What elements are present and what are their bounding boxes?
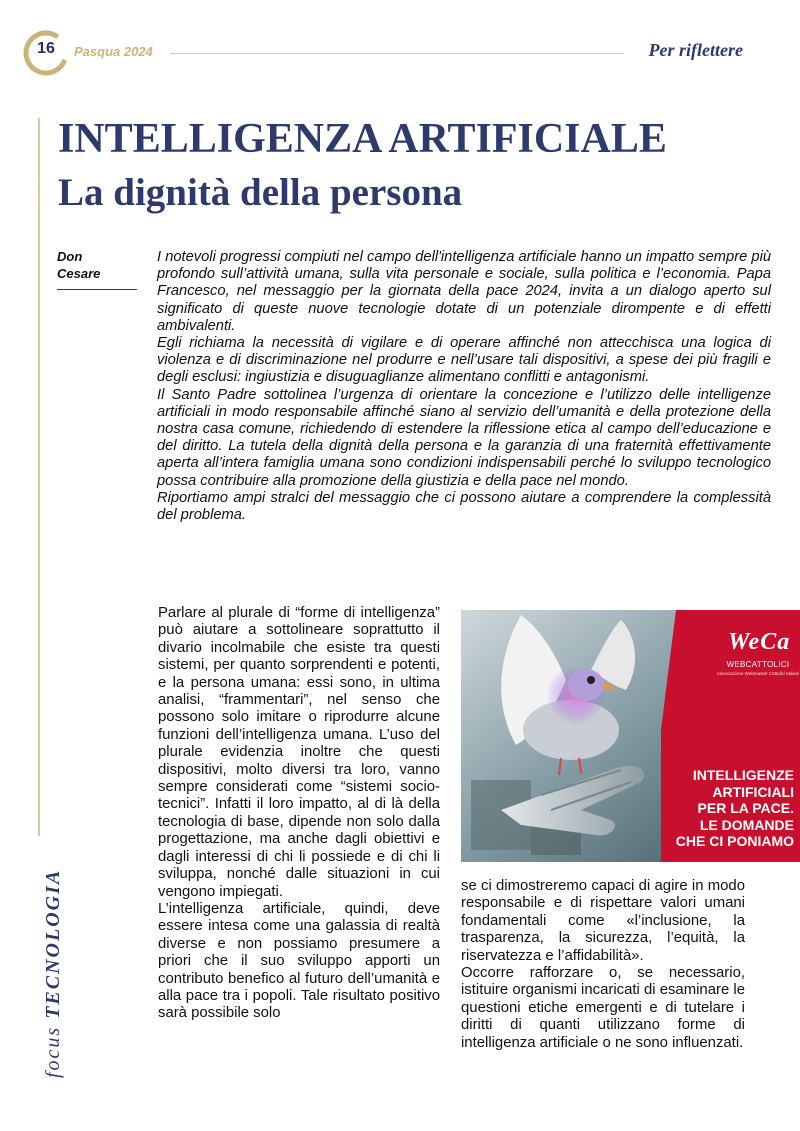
author-byline bbox=[57, 248, 137, 282]
vertical-label-topic: TECNOLOGIA bbox=[42, 868, 64, 1019]
body-column-left bbox=[158, 605, 440, 1023]
article-subtitle: La dignità della persona bbox=[58, 171, 463, 214]
left-vertical-rule bbox=[38, 118, 40, 836]
body-paragraph: Occorre rafforzare o, se necessario, istituire organismi incaricati di esaminare le questioni etiche emergenti e di tutelare i diritti di quanti utilizzano forme di intelligenza artificiale o ne sono influenzati. bbox=[461, 965, 745, 1051]
author-divider bbox=[57, 289, 137, 290]
body-column-right bbox=[461, 878, 745, 1052]
illustration-caption bbox=[664, 767, 794, 850]
caption-line: INTELLIGENZE bbox=[692, 767, 794, 783]
caption-line: LE DOMANDE bbox=[699, 816, 794, 833]
author-line-2: Cesare bbox=[57, 266, 101, 281]
vertical-label-focus: focus bbox=[42, 1025, 64, 1078]
intro-paragraph: I notevoli progressi compiuti nel campo dell'intelligenza artificiale hanno un impatto sempre più profondo sull’attività umana, sulla vita personale e sociale, sulla politica e l’economia. Papa Francesco, nel messaggio per la giornata della pace 2024, invita a un dialogo aperto sul significato di queste nuove tecnologie dotate di un potenziale dirompente e di effetti ambivalenti. bbox=[157, 249, 771, 334]
caption-line: CHE CI PONIAMO bbox=[675, 833, 794, 849]
logo-name: WEBCATTOLICI bbox=[726, 660, 790, 669]
author-line-1: Don bbox=[57, 249, 83, 264]
webcattolici-logo: WeCa bbox=[728, 629, 791, 655]
caption-line: PER LA PACE. bbox=[697, 800, 794, 816]
issue-label: Pasqua 2024 bbox=[74, 44, 153, 59]
intro-paragraph: Egli richiama la necessità di vigilare e di operare affinché non attecchisca una logica di violenza e di discriminazione nel produrre e nell’usare tali dispositivi, a spese dei più fragili e degli esclusi: ingiustizia e disuguaglianze alimentano conflitti e antagonismi. bbox=[157, 335, 771, 386]
logo-tagline: Associazione Webmaster Cattolici Italiani bbox=[716, 671, 800, 676]
body-paragraph: L’intelligenza artificiale, quindi, deve essere intesa come una galassia di realtà diverse e non possiamo presumere a priori che il suo sviluppo apporti un contributo benefico al futuro dell’umanità e alla pace tra i popoli. Tale risultato positivo sarà possibile solo bbox=[158, 900, 440, 1022]
body-paragraph: Parlare al plurale di “forme di intelligenza” può aiutare a sottolineare soprattutto il divario incolmabile che esiste tra questi sistemi, per quanto sorprendenti e potenti, e la persona umana: essi sono, in ultima analisi, “frammentari”, nel senso che possono solo imitare o riprodurre alcune funzioni dell’intelligenza umana. L’uso del plurale evidenzia inoltre che questi dispositivi, molto diversi tra loro, vanno sempre considerati come “sistemi socio-tecnici”. Infatti il loro impatto, al di là della tecnologia di base, dipende non solo dalla progettazione, ma anche dagli obiettivi e dagli interessi di chi li possiede e di chi li sviluppa, nonché dalle situazioni in cui vengono impiegati. bbox=[158, 605, 440, 900]
caption-line: ARTIFICIALI bbox=[712, 783, 794, 800]
intro-paragraph: Il Santo Padre sottolinea l’urgenza di orientare la concezione e l’utilizzo delle intelligenze artificiali in modo responsabile affinché siano al servizio dell’umanità e della protezione della nostra casa comune, richiedendo di estendere la riflessione etica al campo dell’educazione e del diritto. La tutela della dignità della persona e la garanzia di una fraternità effettivamente aperta all’intera famiglia umana sono condizioni indispensabili perché lo sviluppo tecnologico possa contribuire alla promozione della giustizia e della pace nel mondo. bbox=[157, 386, 771, 489]
section-label: Per riflettere bbox=[648, 40, 743, 60]
body-paragraph: se ci dimostreremo capaci di agire in modo responsabile e di rispettare valori umani fondamentali come «l’inclusione, la trasparenza, la sicurezza, l’equità, la riservatezza e l’affidabilità». bbox=[461, 878, 745, 964]
header-divider bbox=[170, 53, 624, 54]
page-number: 16 bbox=[37, 40, 55, 57]
intro-paragraph: Riportiamo ampi stralci del messaggio che ci possono aiutare a comprendere la complessità del problema. bbox=[157, 489, 771, 524]
article-title: INTELLIGENZA ARTIFICIALE bbox=[58, 116, 667, 162]
article-intro bbox=[157, 249, 771, 524]
vertical-section-label bbox=[42, 869, 65, 1078]
